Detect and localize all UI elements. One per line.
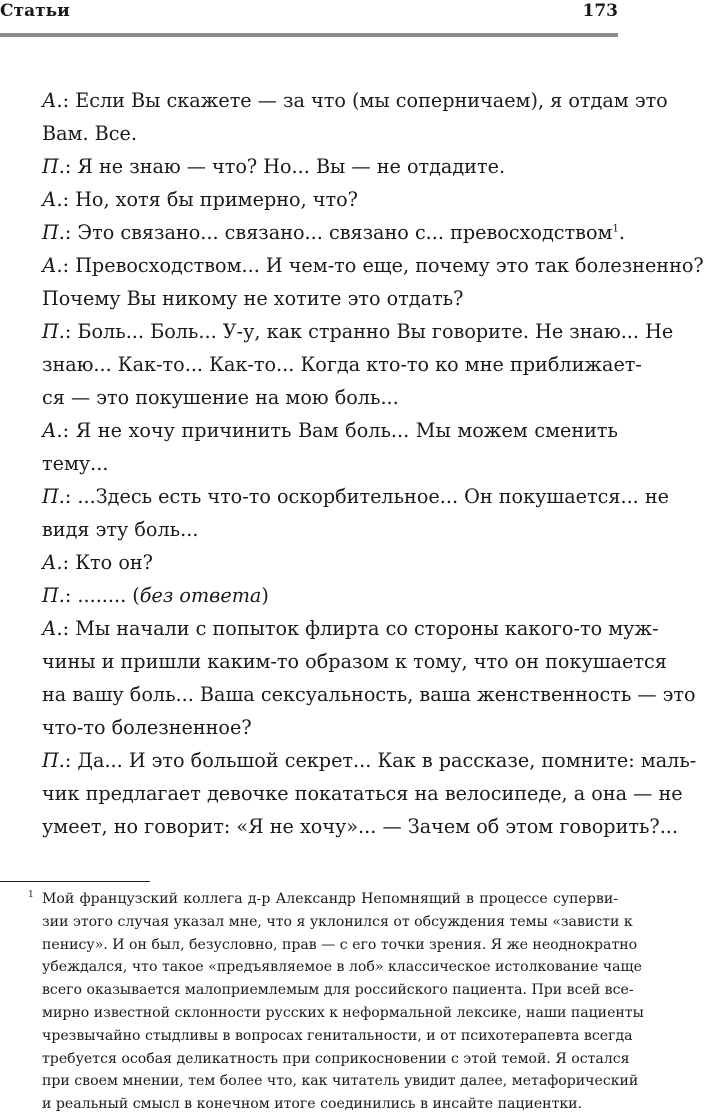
speaker-label: П. [42,155,65,178]
speaker-label: А. [42,617,63,640]
dialogue-line [42,447,618,480]
dialogue-line [42,183,618,216]
utterance-text: на вашу боль... Ваша сексуальность, ваша женственность — это [42,683,696,706]
italic-remark: без ответа [139,584,262,607]
utterance-text: : Это связано... связано... связано с... превосходством [64,221,613,244]
dialogue-text [42,84,704,843]
speaker-label: А. [42,254,63,277]
dialogue-line [42,348,642,381]
dialogue-line [42,315,674,348]
utterance-text: : ........ ( [64,584,140,607]
dialogue-line [42,150,618,183]
dialogue-line [42,711,618,744]
speaker-label: А. [42,188,63,211]
footnote-line: пенису». И он был, безусловно, прав — с его точки зрения. Я же неоднократно [42,936,638,953]
utterance-text: : ...Здесь есть что-то оскорбительное... Он покушается... не [64,485,670,508]
utterance-text: чины и пришли каким-то образом к тому, что он покушается [42,650,667,673]
utterance-text: знаю... Как-то... Как-то... Когда кто-то ко мне приближает- [42,353,642,376]
dialogue-line [42,282,618,315]
footnote-line: требуется особая деликатность при соприкосновении с этой темой. Я остался [42,1050,630,1067]
utterance-text: : Мы начали с попыток флирта со стороны какого-то муж- [62,617,659,640]
dialogue-line [42,612,659,645]
utterance-text: чик предлагает девочке покататься на велосипеде, а она — не [42,782,683,805]
footnote-ref: 1 [612,223,619,235]
utterance-text: : Если Вы скажете — за что (мы соперничаем), я отдам это [62,89,668,112]
running-header [0,0,618,22]
footnote-line: чрезвычайно стыдливы в вопросах генитальности, и от психотерапевта всегда [42,1027,633,1044]
utterance-text: : Я не хочу причинить Вам боль... Мы можем сменить [62,419,618,442]
utterance-text: Почему Вы никому не хотите это отдать? [42,287,464,310]
footnote-line: мирно известной склонности русских к неформальной лексике, наши пациенты [42,1004,644,1021]
utterance-text: тему... [42,452,109,475]
footnote-line: Мой французский коллега д-р Александр Непомнящий в процессе суперви- [42,891,618,907]
dialogue-line [42,249,704,282]
speaker-label: А. [42,551,63,574]
utterance-text: : Но, хотя бы примерно, что? [62,188,358,211]
footnote-rule [0,881,150,882]
utterance-text: : Кто он? [62,551,153,574]
utterance-text: Вам. Все. [42,122,137,145]
dialogue-line [42,216,625,249]
utterance-text: ся — это покушение на мою боль... [42,386,399,409]
dialogue-line [42,480,670,513]
footnote [28,888,644,1116]
footnote-line: всего оказывается малоприемлемым для российского пациента. При всей все- [42,982,634,999]
speaker-label: П. [42,221,65,244]
speaker-label: П. [42,320,65,343]
utterance-text: ) [261,584,269,607]
dialogue-line [42,678,696,711]
utterance-text: умеет, но говорит: «Я не хочу»... — Зачем об этом говорить?... [42,815,679,838]
footnote-line: убеждался, что такое «предъявляемое в лоб» классическое истолкование чаще [42,959,642,976]
footnote-line: и реальный смысл в конечном итоге соединились в инсайте пациентки. [42,1096,583,1113]
dialogue-line [42,414,618,447]
dialogue-line [42,579,618,612]
section-title: Статьи [0,1,70,21]
dialogue-line [42,381,618,414]
page-number: 173 [582,1,618,21]
dialogue-line [42,117,618,150]
utterance-text: : Превосходством... И чем-то еще, почему это так болезненно? [62,254,704,277]
dialogue-line [42,810,679,843]
dialogue-line [42,513,618,546]
utterance-text: : Боль... Боль... У-у, как странно Вы говорите. Не знаю... Не [64,320,674,343]
utterance-text: : Да... И это большой секрет... Как в рассказе, помните: маль- [64,749,697,772]
dialogue-line [42,645,667,678]
dialogue-line [42,84,668,117]
header-rule [0,33,618,37]
speaker-label: А. [42,89,63,112]
dialogue-line [42,777,683,810]
footnote-line: при своем мнении, тем более что, как читатель увидит далее, метафорический [42,1073,639,1090]
speaker-label: А. [42,419,63,442]
utterance-text: видя эту боль... [42,518,199,541]
speaker-label: П. [42,584,65,607]
footnote-line: зии этого случая указал мне, что я уклонился от обсуждения темы «зависти к [42,913,633,930]
utterance-text: : Я не знаю — что? Но... Вы — не отдадите. [64,155,506,178]
dialogue-line [42,546,618,579]
utterance-text: что-то болезненное? [42,716,252,739]
dialogue-line [42,744,697,777]
speaker-label: П. [42,485,65,508]
utterance-text: . [618,221,625,244]
speaker-label: П. [42,749,65,772]
footnote-mark: 1 [28,890,34,900]
